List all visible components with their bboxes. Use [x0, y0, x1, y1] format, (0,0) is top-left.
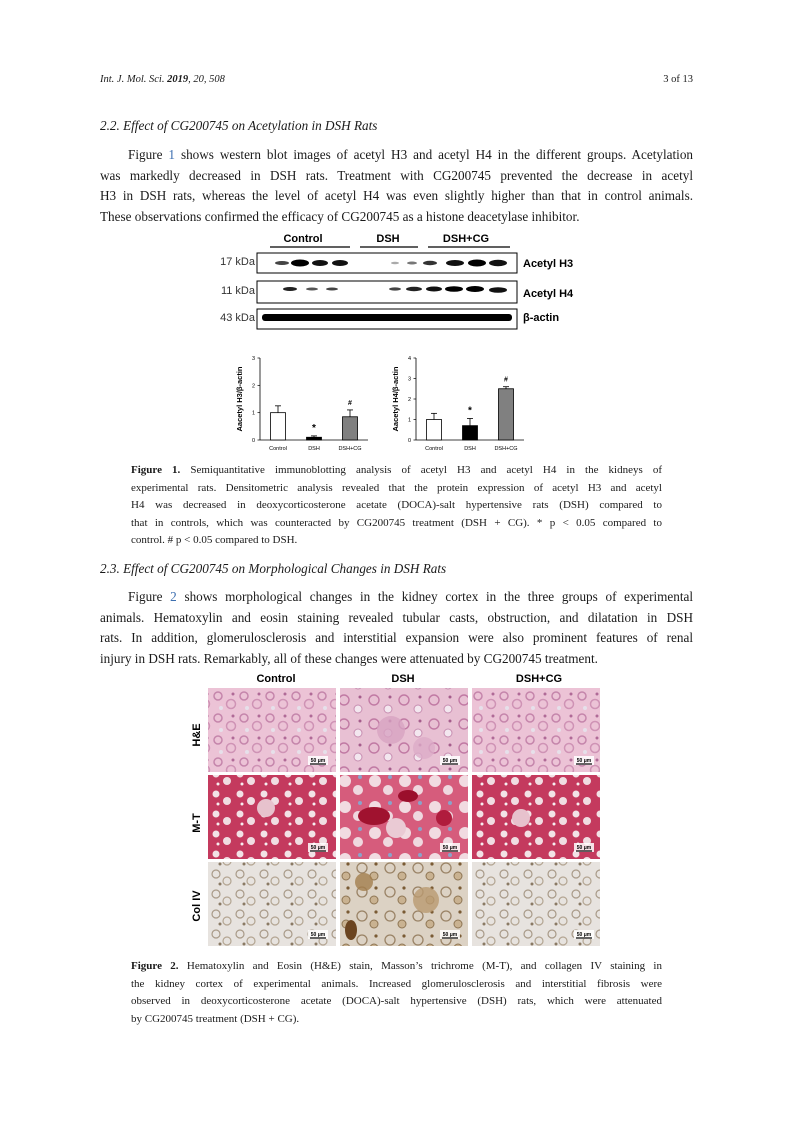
- figure-1-reference-link[interactable]: 1: [168, 147, 175, 162]
- histology-column-label: DSH+CG: [515, 673, 563, 685]
- y-tick-label: 1: [407, 417, 411, 424]
- paragraph-line: These observations confirmed the efficacy of CG200745 as a histone deacetylase inhibitor.: [100, 208, 580, 224]
- x-tick-label: DSH: [464, 446, 476, 452]
- header-volume-pages: , 20, 508: [188, 74, 225, 85]
- x-tick-label: Control: [425, 446, 443, 452]
- header-year: 2019: [167, 74, 189, 85]
- y-axis-label: Aacetyl H4/β-actin: [391, 366, 400, 432]
- y-tick-label: 3: [407, 376, 411, 383]
- paragraph-line: animals. Hematoxylin and eosin staining revealed tubular casts, obstruction, and dilatation in DSH: [100, 609, 693, 625]
- paragraph-line: Figure 2 shows morphological changes in the kidney cortex in the three groups of experimental: [128, 589, 694, 604]
- scale-bar-label: 50 μm: [310, 932, 326, 938]
- figure-1-caption: Figure 1. Semiquantitative immunoblotting analysis of acetyl H3 and acetyl H4 in the kidneys of experimental rats. Densitometric analysis revealed that the protein expression of acetyl H3 and acetyl H4 was decreased in deoxycorticosterone acetate (DOCA)-salt hypertensive rats (DSH) compared to that in controls, which was counteracted by CG200745 treatment (DSH + CG). * p < 0.05 compared to control. # p < 0.05 compared to DSH.: [131, 464, 662, 546]
- figure-2-reference-link[interactable]: 2: [170, 589, 177, 604]
- bar-control: [271, 413, 286, 440]
- histology-figure: [186, 668, 606, 953]
- x-tick-label: Control: [269, 446, 287, 452]
- y-tick-label: 4: [407, 356, 411, 362]
- histology-column-label: Control: [256, 673, 296, 685]
- blot-group-label: Control: [283, 233, 323, 245]
- scale-bar-label: 50 μm: [310, 845, 326, 851]
- paragraph-line: injury in DSH rats. Remarkably, all of these changes were attenuated by CG200745 treatment.: [100, 650, 598, 666]
- blot-kda-label: 17 kDa: [220, 256, 255, 268]
- significance-marker: #: [348, 399, 352, 407]
- bar-dsh: [463, 426, 478, 440]
- caption-label: Figure 2.: [131, 960, 179, 972]
- blot-kda-label: 11 kDa: [220, 285, 255, 297]
- blot-group-label: DSH+CG: [442, 233, 490, 245]
- y-tick-label: 0: [251, 438, 255, 444]
- section-2-2-title: 2.2. Effect of CG200745 on Acetylation in DSH Rats: [100, 118, 378, 133]
- scale-bar-label: 50 μm: [442, 932, 458, 938]
- scale-bar-label: 50 μm: [576, 932, 592, 938]
- bar-dsh: [307, 437, 322, 440]
- y-tick-label: 2: [407, 397, 411, 403]
- blot-kda-label: 43 kDa: [220, 312, 255, 324]
- x-tick-label: DSH+CG: [494, 446, 518, 452]
- paragraph-line: Figure 1 shows western blot images of acetyl H3 and acetyl H4 in the different groups. Acetylation: [128, 147, 694, 162]
- section-2-2-paragraph: [100, 145, 693, 227]
- section-2-3-title: 2.3. Effect of CG200745 on Morphological Changes in DSH Rats: [100, 561, 447, 576]
- y-tick-label: 2: [251, 383, 255, 390]
- section-2-3-paragraph: [100, 587, 693, 669]
- caption-label: Figure 1.: [131, 464, 181, 476]
- bar-dsh-cg: [499, 389, 514, 440]
- bar-control: [427, 420, 442, 441]
- figure-2-caption: Figure 2. Hematoxylin and Eosin (H&E) stain, Masson’s trichrome (M-T), and collagen IV staining in the kidney cortex of experimental animals. Increased glomerulosclerosis and interstitial fibrosis were observed in deoxycorticosterone acetate (DOCA)-salt hypertensive (DSH) rats, which were attenuated by CG200745 treatment (DSH + CG).: [131, 960, 662, 1025]
- scale-bar-label: 50 μm: [576, 758, 592, 764]
- histology-column-label: DSH: [391, 673, 415, 685]
- blot-panel-h4: [257, 281, 517, 303]
- y-tick-label: 3: [251, 356, 255, 362]
- blot-row-label: β-actin: [523, 312, 560, 324]
- blot-row-label: Acetyl H3: [523, 258, 574, 270]
- histology-row-label: Col IV: [191, 890, 203, 922]
- western-blot-figure: [200, 228, 600, 333]
- blot-group-label: DSH: [376, 233, 400, 245]
- x-tick-label: DSH+CG: [338, 446, 362, 452]
- page-number: 3 of 13: [663, 74, 693, 85]
- y-axis-label: Aacetyl H3/β-actin: [235, 366, 244, 432]
- y-tick-label: 1: [251, 410, 255, 417]
- blot-band-actin: [262, 314, 512, 321]
- paragraph-line: was markedly decreased in DSH rats. Treatment with CG200745 prevented the decrease in acetyl: [100, 167, 693, 183]
- histology-row-label: H&E: [191, 723, 203, 747]
- bar-chart-acetyl-h4: [388, 352, 533, 460]
- paragraph-line: rats. In addition, glomerulosclerosis and interstitial expansion were also prominent features of renal: [100, 630, 693, 645]
- bar-chart-acetyl-h3: [232, 352, 377, 460]
- scale-bar-label: 50 μm: [442, 758, 458, 764]
- scale-bar-label: 50 μm: [576, 845, 592, 851]
- scale-bar-label: 50 μm: [442, 845, 458, 851]
- y-tick-label: 0: [407, 438, 411, 444]
- blot-row-label: Acetyl H4: [523, 288, 574, 300]
- bar-dsh-cg: [343, 417, 358, 440]
- scale-bar-label: 50 μm: [310, 758, 326, 764]
- significance-marker: #: [504, 376, 508, 384]
- significance-marker: *: [312, 422, 316, 434]
- paragraph-line: H3 in DSH rats, whereas the level of acetyl H4 was even slightly higher than that in control animals.: [100, 188, 693, 203]
- significance-marker: *: [468, 405, 472, 417]
- x-tick-label: DSH: [308, 446, 320, 452]
- running-header-journal: Int. J. Mol. Sci. 2019, 20, 508: [100, 74, 225, 85]
- histology-row-label: M-T: [191, 813, 203, 833]
